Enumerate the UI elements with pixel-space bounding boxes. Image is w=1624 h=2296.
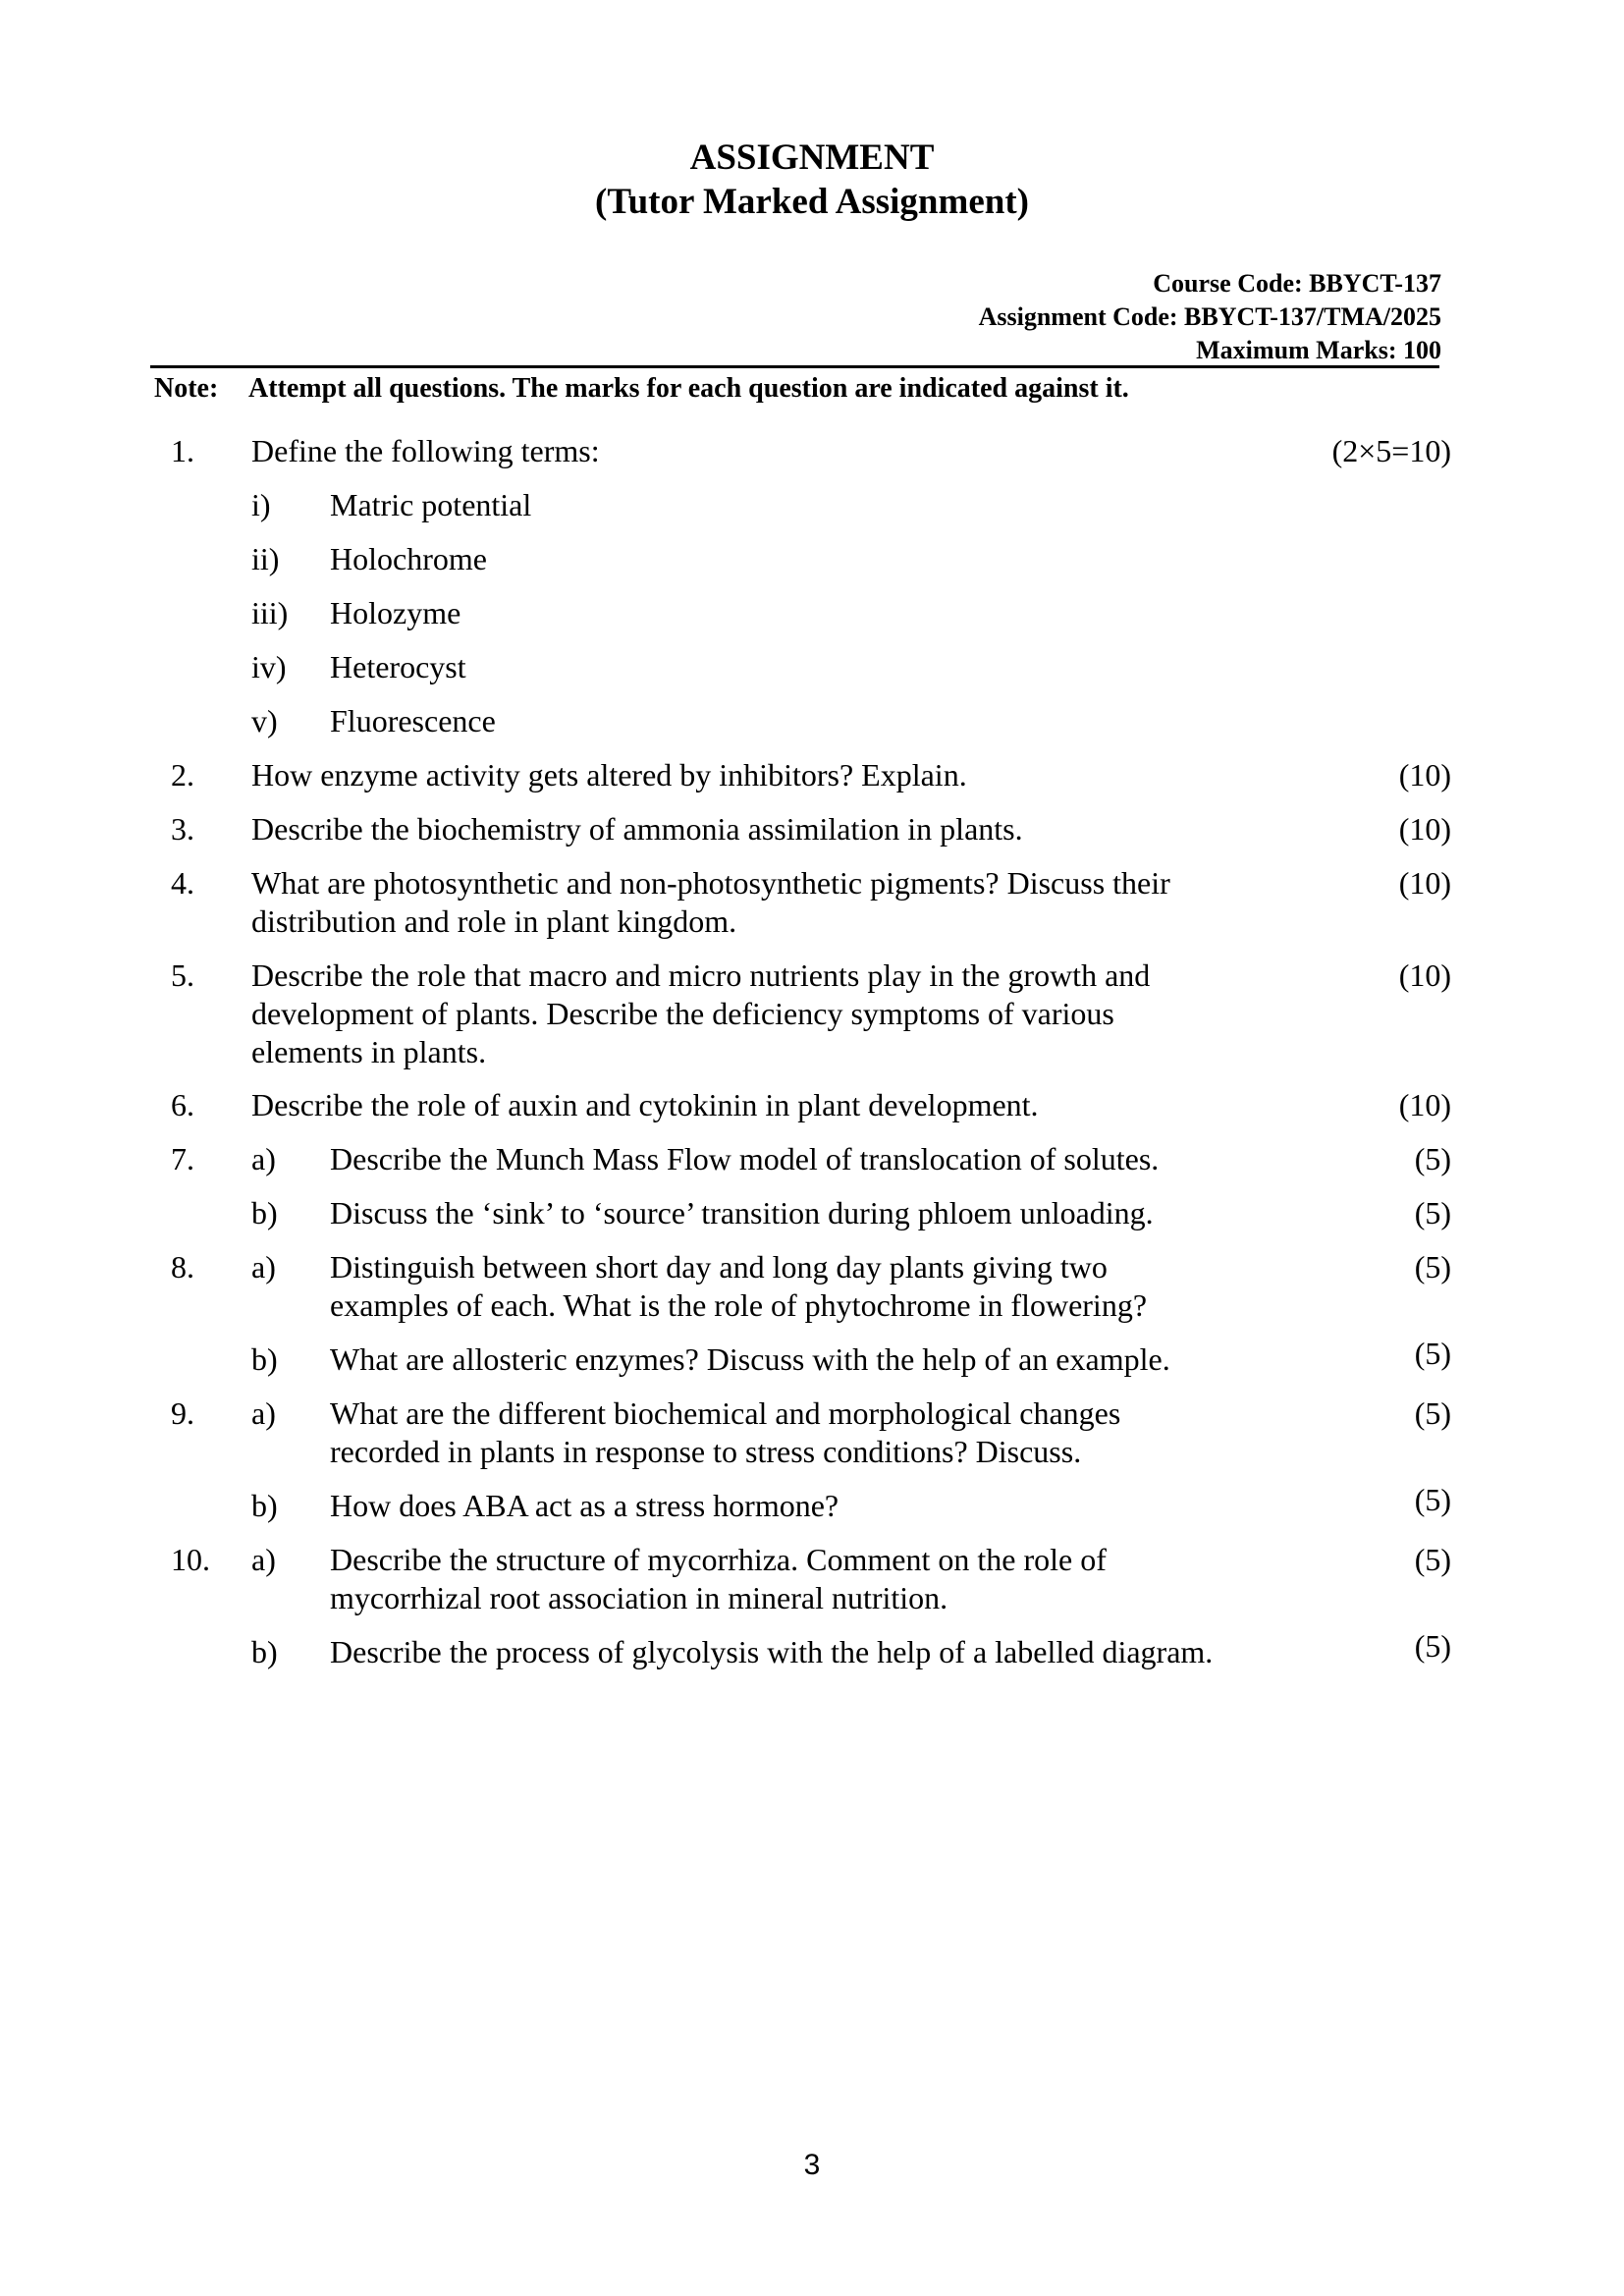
maximum-marks: Maximum Marks: 100: [1196, 336, 1441, 364]
question-6: [0, 1086, 1624, 1140]
term-label: v): [251, 703, 278, 738]
title-block: [0, 136, 1624, 224]
page-number: 3: [803, 2149, 821, 2181]
part-label: b): [251, 1634, 278, 1669]
page-subtitle: (Tutor Marked Assignment): [595, 182, 1029, 222]
question-marks: (5): [1414, 1141, 1451, 1176]
question-9b: [0, 1482, 1624, 1541]
question-marks: (5): [1414, 1482, 1451, 1517]
question-number: 7.: [171, 1141, 194, 1176]
question-line: examples of each. What is the role of phytochrome in flowering?: [330, 1287, 1148, 1323]
term-text: Matric potential: [330, 487, 532, 522]
question-line: What are the different biochemical and morphological changes: [330, 1395, 1121, 1431]
course-info: [979, 267, 1441, 367]
question-number: 8.: [171, 1249, 194, 1285]
question-line: Distinguish between short day and long day plants giving two: [330, 1249, 1108, 1285]
note: [154, 371, 1129, 407]
term-text: Holozyme: [330, 595, 461, 630]
question-list: [0, 432, 1624, 1687]
question-number: 4.: [171, 865, 194, 901]
question-text: Describe the biochemistry of ammonia assimilation in plants.: [251, 811, 1023, 847]
question-marks: (2×5=10): [1331, 433, 1451, 468]
part-label: a): [251, 1141, 276, 1176]
question-marks: (10): [1398, 1087, 1451, 1122]
term-label: ii): [251, 541, 280, 576]
question-10a: [0, 1541, 1624, 1633]
assignment-code: Assignment Code: BBYCT-137/TMA/2025: [978, 302, 1441, 331]
question-line: Describe the role that macro and micro nutrients play in the growth and: [251, 957, 1151, 993]
question-8a: [0, 1248, 1624, 1340]
question-line: recorded in plants in response to stress conditions? Discuss.: [330, 1434, 1082, 1469]
question-text: Define the following terms:: [251, 433, 600, 468]
question-text: Discuss the ‘sink’ to ‘source’ transition during phloem unloading.: [330, 1195, 1154, 1230]
term-item: [0, 486, 1624, 540]
page-title: ASSIGNMENT: [689, 137, 935, 178]
part-label: a): [251, 1395, 276, 1431]
term-item: [0, 540, 1624, 594]
question-1: [0, 432, 1624, 486]
question-7b: [0, 1194, 1624, 1248]
question-text: [330, 1541, 1312, 1617]
note-label: Note:: [154, 373, 219, 404]
question-marks: (5): [1414, 1336, 1451, 1371]
question-number: 6.: [171, 1087, 194, 1122]
question-number: 9.: [171, 1395, 194, 1431]
question-marks: (10): [1398, 811, 1451, 847]
question-10b: [0, 1628, 1624, 1687]
question-marks: (10): [1398, 865, 1451, 901]
term-item: [0, 648, 1624, 702]
question-line: Describe the structure of mycorrhiza. Comment on the role of: [330, 1542, 1107, 1577]
question-text: How does ABA act as a stress hormone?: [330, 1488, 839, 1523]
question-7a: [0, 1140, 1624, 1194]
question-text: Describe the Munch Mass Flow model of translocation of solutes.: [330, 1141, 1160, 1176]
term-text: Fluorescence: [330, 703, 496, 738]
part-label: b): [251, 1488, 278, 1523]
part-label: b): [251, 1341, 278, 1377]
part-label: b): [251, 1195, 278, 1230]
question-9a: [0, 1394, 1624, 1487]
question-5: [0, 957, 1624, 1086]
question-number: 1.: [171, 433, 194, 468]
term-label: iii): [251, 595, 289, 630]
part-label: a): [251, 1249, 276, 1285]
question-text: Describe the process of glycolysis with the help of a labelled diagram.: [330, 1634, 1214, 1669]
question-marks: (10): [1398, 957, 1451, 993]
question-text: [251, 957, 1233, 1071]
question-3: [0, 810, 1624, 864]
question-marks: (10): [1398, 757, 1451, 793]
question-text: Describe the role of auxin and cytokinin in plant development.: [251, 1087, 1039, 1122]
question-line: development of plants. Describe the deficiency symptoms of various: [251, 996, 1114, 1031]
question-number: 2.: [171, 757, 194, 793]
term-text: Holochrome: [330, 541, 487, 576]
course-code: Course Code: BBYCT-137: [1153, 269, 1441, 298]
question-marks: (5): [1414, 1542, 1451, 1577]
question-marks: (5): [1414, 1628, 1451, 1664]
question-text: [330, 1248, 1312, 1325]
question-text: [330, 1394, 1312, 1471]
question-number: 5.: [171, 957, 194, 993]
question-number: 3.: [171, 811, 194, 847]
term-item: [0, 702, 1624, 756]
term-label: iv): [251, 649, 287, 684]
question-marks: (5): [1414, 1195, 1451, 1230]
question-text: How enzyme activity gets altered by inhibitors? Explain.: [251, 757, 967, 793]
question-4: [0, 864, 1624, 957]
question-8b: [0, 1336, 1624, 1394]
part-label: a): [251, 1542, 276, 1577]
question-2: [0, 756, 1624, 810]
note-text: Attempt all questions. The marks for each question are indicated against it.: [248, 373, 1129, 404]
question-line: What are photosynthetic and non-photosynthetic pigments? Discuss their: [251, 865, 1170, 901]
question-text: [251, 864, 1233, 941]
term-text: Heterocyst: [330, 649, 466, 684]
question-marks: (5): [1414, 1249, 1451, 1285]
question-line: distribution and role in plant kingdom.: [251, 903, 737, 939]
term-item: [0, 594, 1624, 648]
question-text: What are allosteric enzymes? Discuss with the help of an example.: [330, 1341, 1170, 1377]
term-label: i): [251, 487, 271, 522]
question-number: 10.: [171, 1542, 210, 1577]
question-line: elements in plants.: [251, 1034, 487, 1069]
question-line: mycorrhizal root association in mineral nutrition.: [330, 1580, 948, 1615]
question-marks: (5): [1414, 1395, 1451, 1431]
header-divider: [150, 365, 1439, 368]
